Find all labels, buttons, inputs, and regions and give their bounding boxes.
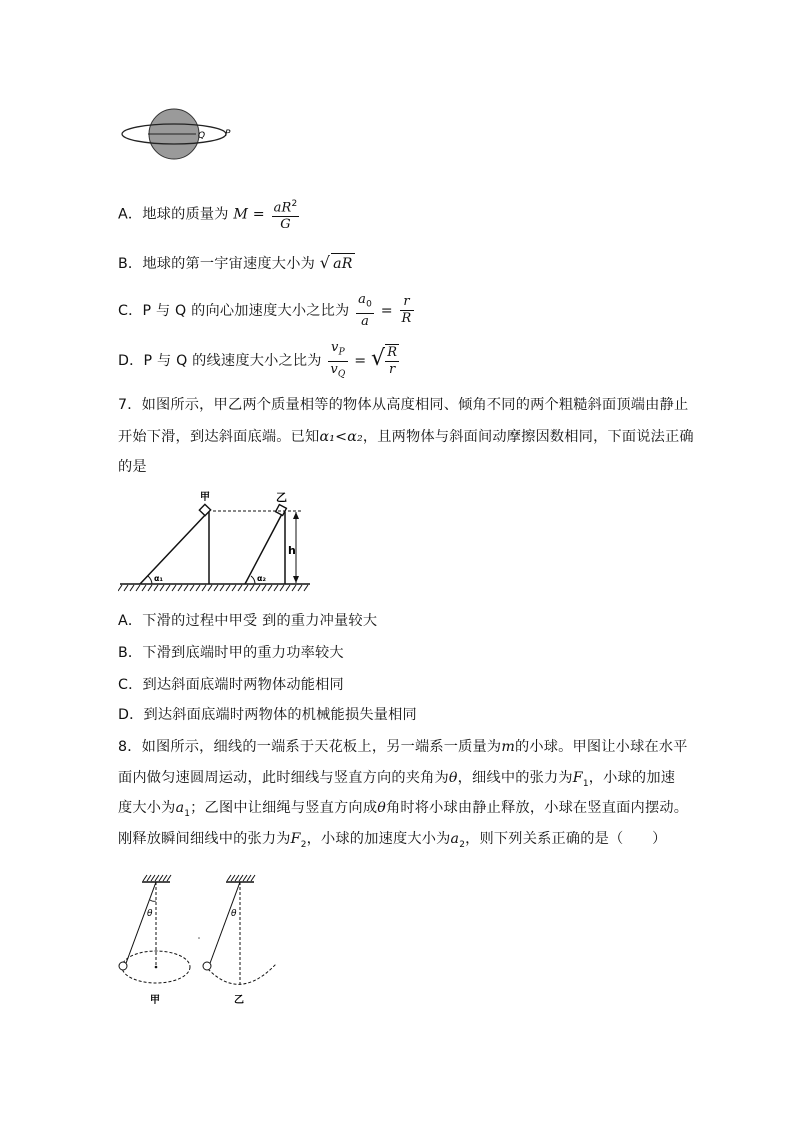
incline-figure bbox=[118, 488, 318, 593]
label-jia: 甲 bbox=[200, 492, 210, 503]
q8-stem-line-3: 度大小为$a_1$；乙图中让细绳与竖直方向成θ角时将小球由静止释放，小球在竖直面内摆动。 bbox=[118, 800, 689, 819]
fraction: $\frac{aR^2}{G}$ bbox=[272, 196, 300, 233]
label-yi: 乙 bbox=[234, 995, 244, 1006]
q7-stem-line-2: 开始下滑，到达斜面底端。已知α₁<α₂，且两物体与斜面间动摩擦因数相同，下面说法正确 bbox=[118, 429, 694, 445]
label-q: Q bbox=[198, 131, 206, 141]
label-yi: 乙 bbox=[276, 491, 287, 504]
theta-label-jia: θ bbox=[147, 909, 153, 919]
q7-stem-line-3: 的是 bbox=[118, 459, 147, 475]
label-jia: 甲 bbox=[150, 995, 160, 1006]
pendulum-figure bbox=[116, 872, 286, 1012]
q7-option-c: C．到达斜面底端时两物体动能相同 bbox=[118, 677, 344, 693]
q7-option-a: A．下滑的过程中甲受 到的重力冲量较大 bbox=[118, 613, 378, 629]
q6-option-c: C．P 与 Q 的向心加速度大小之比为 $\frac{a_0}{a}$ = $\frac{r}{R}$ bbox=[118, 292, 412, 329]
q7-option-d: D．到达斜面底端时两物体的机械能损失量相同 bbox=[118, 707, 417, 723]
label-h: h bbox=[288, 544, 296, 557]
q8-stem-line-4: 刚释放瞬间细线中的张力为$F_2$，小球的加速度大小为$a_2$，则下列关系正确的是（ ） bbox=[118, 831, 667, 850]
q6-option-b: B．地球的第一宇宙速度大小为 √ aR bbox=[118, 253, 353, 272]
q7-stem-line-1: 7．如图所示，甲乙两个质量相等的物体从高度相同、倾角不同的两个粗糙斜面顶端由静止 bbox=[118, 397, 689, 413]
label-alpha-2: α₂ bbox=[257, 574, 266, 583]
q6-option-d: D．P 与 Q 的线速度大小之比为 $\frac{v_P}{v_Q}$ = √ $\frac{R}{r}$ bbox=[118, 340, 398, 380]
q6-option-a: A．地球的质量为 M = $\frac{aR^2}{G}$ bbox=[118, 196, 301, 233]
label-p: P bbox=[225, 129, 231, 139]
orbit-figure bbox=[118, 105, 248, 163]
q7-option-b: B．下滑到底端时甲的重力功率较大 bbox=[118, 645, 344, 661]
q8-stem-line-2: 面内做匀速圆周运动，此时细线与竖直方向的夹角为θ，细线中的张力为$F_1$，小球的加速 bbox=[118, 770, 676, 789]
q8-stem-line-1: 8．如图所示，细线的一端系于天花板上，另一端系一质量为m的小球。甲图让小球在水平 bbox=[118, 739, 688, 755]
label-alpha-1: α₁ bbox=[154, 574, 163, 583]
theta-label-yi: θ bbox=[231, 909, 237, 919]
